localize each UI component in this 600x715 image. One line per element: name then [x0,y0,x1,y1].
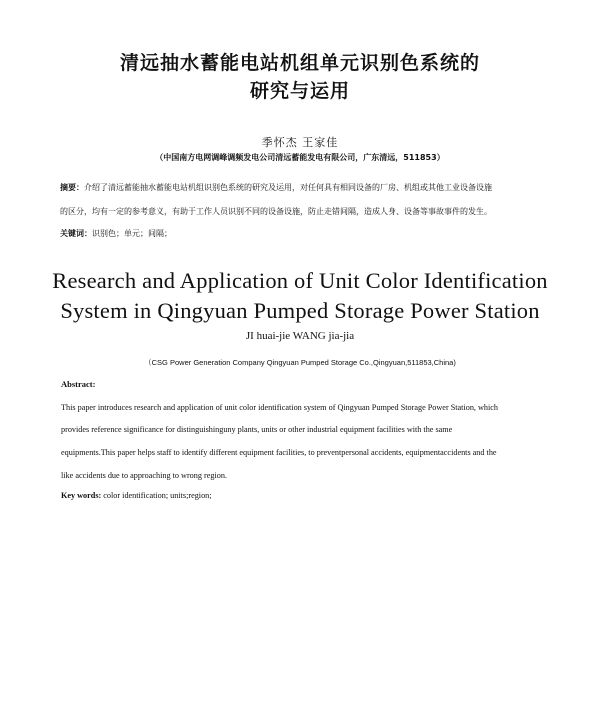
chinese-keywords-label: 关键词： [60,229,92,238]
english-keywords-text: color identification; units;region; [101,491,212,500]
chinese-abstract-text-1: 介绍了清远蓄能抽水蓄能电站机组识别色系统的研究及运用，对任何具有相同设备的厂房、机组或其他工业设备设施 [84,183,492,192]
chinese-keywords-text: 识别色；单元；间隔； [92,229,172,238]
chinese-abstract-line-1 [60,182,550,194]
english-title-line-2: System in Qingyuan Pumped Storage Power Station [60,298,540,323]
chinese-authors: 季怀杰 王家佳 [261,136,339,149]
english-abstract-label: Abstract: [61,379,96,389]
chinese-title-line-1: 清远抽水蓄能电站机组单元识别色系统的 [119,52,480,74]
english-authors: JI huai-jie WANG jia-jia [245,330,355,342]
english-title-line-1: Research and Application of Unit Color Identification [52,268,548,293]
chinese-abstract-line-2: 的区分，均有一定的参考意义，有助于工作人员识别不同的设备设施，防止走错间隔，造成人身、设备等事故事件的发生。 [60,207,492,216]
chinese-abstract-label: 摘要： [60,183,84,192]
chinese-title-line-2: 研究与运用 [249,80,350,102]
chinese-affiliation: （中国南方电网调峰调频发电公司清远蓄能发电有限公司，广东清远，511853） [155,153,445,162]
english-abstract-line-3: equipments.This paper helps staff to identify different equipment facilities, to preventpersonal accidents, equipmentaccidents and the [61,448,497,457]
english-keywords-label: Key words: [61,491,102,500]
english-abstract-line-1: This paper introduces research and application of unit color identification system of Qingyuan Pumped Storage Power Station, which [61,403,499,412]
chinese-keywords [60,228,550,240]
english-affiliation: （CSG Power Generation Company Qingyuan Pumped Storage Co.,Qingyuan,511853,China) [144,358,456,367]
english-keywords [61,491,212,500]
english-abstract-line-2: provides reference significance for distinguishinguny plants, units or other industrial equipment facilities with the same [61,425,453,434]
english-abstract-line-4: like accidents due to approaching to wrong region. [61,471,227,480]
